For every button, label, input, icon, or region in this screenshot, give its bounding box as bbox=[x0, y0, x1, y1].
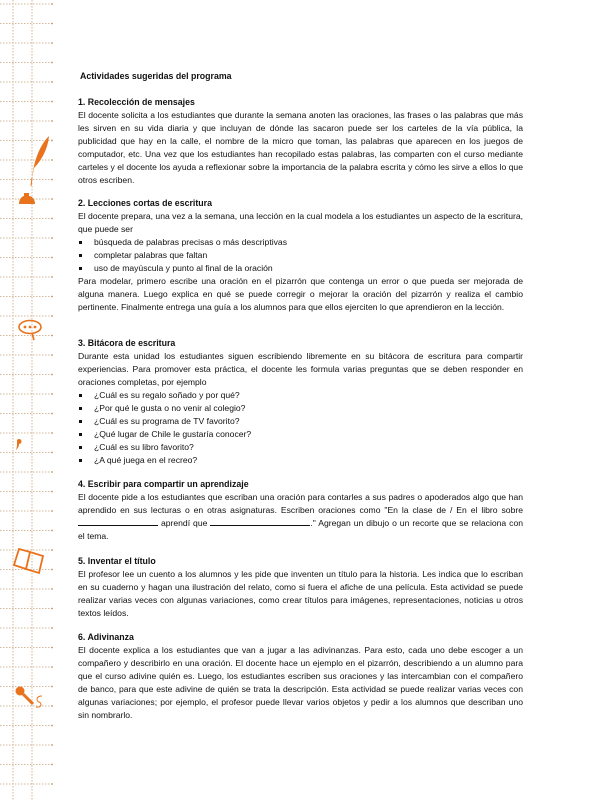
grid-dot bbox=[51, 276, 53, 278]
fill-in-blank bbox=[78, 517, 158, 526]
section-heading: 3. Bitácora de escritura bbox=[78, 338, 176, 348]
section-adivinanza bbox=[78, 631, 523, 722]
notebook-grid-margin bbox=[0, 0, 60, 800]
grid-dot bbox=[51, 198, 53, 200]
grid-dot bbox=[51, 452, 53, 454]
list-item: ¿Cuál es su libro favorito? bbox=[78, 441, 523, 454]
fill-in-blank bbox=[210, 517, 310, 526]
grid-dot bbox=[51, 237, 53, 239]
grid-dot bbox=[51, 569, 53, 571]
section-escribir-para-compartir bbox=[78, 478, 523, 543]
grid-dot bbox=[51, 744, 53, 746]
grid-dot bbox=[51, 530, 53, 532]
section-intro: Durante esta unidad los estudiantes siguen escribiendo libremente en su bitácora de escritura para compartir experiencias. Para promover esta práctica, el docente les formula varias preguntas que se deben responder en oraciones completas, por ejemplo bbox=[78, 351, 523, 387]
list-item: ¿A qué juega en el recreo? bbox=[78, 454, 523, 467]
comma-icon bbox=[16, 439, 21, 450]
section-body: El profesor lee un cuento a los alumnos y les pide que inventen un título para la historia. Les indica que lo escriban en su cuaderno y hagan una ilustración del relato, como si fuera el afiche de una película. Esta actividad se puede realizar varias veces con algunas variaciones, como crear títulos para imágenes, representaciones, noticias u otros textos leídos. bbox=[78, 569, 523, 618]
section-inventar-el-titulo bbox=[78, 555, 523, 620]
list-item: completar palabras que faltan bbox=[78, 249, 523, 262]
page-title: Actividades sugeridas del programa bbox=[80, 71, 232, 81]
grid-dot bbox=[51, 764, 53, 766]
section-heading: 2. Lecciones cortas de escritura bbox=[78, 198, 212, 208]
grid-dot bbox=[51, 549, 53, 551]
section-heading: 1. Recolección de mensajes bbox=[78, 97, 195, 107]
grid-dot bbox=[51, 81, 53, 83]
grid-dot bbox=[51, 140, 53, 142]
grid-dot bbox=[51, 62, 53, 64]
list-item: ¿Cuál es su regalo soñado y por qué? bbox=[78, 389, 523, 402]
bullet-list bbox=[78, 389, 523, 467]
grid-dot bbox=[51, 432, 53, 434]
grid-dot bbox=[51, 705, 53, 707]
grid-dot bbox=[51, 23, 53, 25]
grid-dot bbox=[51, 588, 53, 590]
grid-dot bbox=[51, 335, 53, 337]
grid-dot bbox=[51, 783, 53, 785]
grid-dot bbox=[51, 120, 53, 122]
grid-dot bbox=[51, 3, 53, 5]
grid-dot bbox=[51, 257, 53, 259]
grid-dot bbox=[51, 393, 53, 395]
grid-dot bbox=[51, 608, 53, 610]
feather-icon bbox=[31, 136, 49, 186]
grid-dot bbox=[51, 101, 53, 103]
grid-dot bbox=[51, 627, 53, 629]
grid-dot bbox=[51, 510, 53, 512]
section-body: Para modelar, primero escribe una oración en el pizarrón que contenga un error o que pueda ser mejorada de alguna manera. Luego explica en qué se puede corregir o mejorar la oración del pizarrón y realiza el cambio pertinente. Finalmente entrega una guía a los alumnos para que ellos ejerciten lo que aprendieron en la lección. bbox=[78, 276, 523, 312]
section-intro: El docente prepara, una vez a la semana, una lección en la cual modela a los estudiantes un aspecto de la escritura, que puede ser bbox=[78, 211, 523, 234]
grid-dot bbox=[51, 686, 53, 688]
microphone-icon bbox=[16, 687, 43, 708]
grid-dot bbox=[51, 647, 53, 649]
grid-dot bbox=[51, 296, 53, 298]
body-part: aprendí que bbox=[160, 518, 208, 528]
section-body: El docente explica a los estudiantes que van a jugar a las adivinanzas. Para esto, cada uno debe escoger a un compañero y describirlo en una oración. El docente hace un ejemplo en el pizarrón, describiendo a un alumno para que el curso adivine quién es. Luego, los estudiantes escriben sus oraciones y las intercambian con el compañero de banco, para que este adivine de quién se trata la descripción. Esta actividad se puede realizar varias veces con algunas variaciones; por ejemplo, el profesor puede llevar varios objetos y pedir a los alumnos que describan uno sin nombrarlo. bbox=[78, 645, 523, 720]
section-bitacora-de-escritura bbox=[78, 337, 523, 467]
speech-bubble-icon bbox=[19, 321, 41, 341]
grid-dot bbox=[51, 666, 53, 668]
bullet-list bbox=[78, 236, 523, 275]
grid-dot bbox=[51, 725, 53, 727]
grid-dot bbox=[51, 413, 53, 415]
section-heading: 4. Escribir para compartir un aprendizaje bbox=[78, 479, 249, 489]
section-body: El docente solicita a los estudiantes que durante la semana anoten las oraciones, las frases o las palabras que más les sirven en su vida diaria y que incluyan de dónde las sacaron puede ser los carteles de la vía pública, la publicidad que hay en la calle, el nombre de la micro que toman, las palabras que aparecen en los juegos de computador, etc. Una vez que los estudiantes han recopilado estas palabras, las comparten con el curso mediante carteles y el docente los ayuda a reflexionar sobre la importancia de la palabra escrita y cómo les sirve a ellos lo que otros escriben. bbox=[78, 110, 523, 185]
list-item: búsqueda de palabras precisas o más descriptivas bbox=[78, 236, 523, 249]
body-part: ." Agregan un dibujo o un recorte que se relaciona con el tema. bbox=[78, 518, 524, 541]
grid-dot bbox=[51, 354, 53, 356]
grid-dot bbox=[51, 179, 53, 181]
inkwell-icon bbox=[19, 193, 35, 204]
section-heading: 6. Adivinanza bbox=[78, 632, 134, 642]
grid-dot bbox=[51, 42, 53, 44]
section-heading: 5. Inventar el título bbox=[78, 556, 156, 566]
list-item: ¿Por qué le gusta o no venir al colegio? bbox=[78, 402, 523, 415]
list-item: ¿Cuál es su programa de TV favorito? bbox=[78, 415, 523, 428]
grid-dot bbox=[51, 471, 53, 473]
section-lecciones-cortas bbox=[78, 197, 523, 314]
list-item: ¿Qué lugar de Chile le gustaría conocer? bbox=[78, 428, 523, 441]
section-recoleccion-de-mensajes bbox=[78, 96, 523, 187]
section-body bbox=[78, 491, 523, 543]
grid-dot bbox=[51, 491, 53, 493]
body-part: El docente pide a los estudiantes que escriban una oración para contarles a sus padres o apoderados algo que han aprendido en sus lecturas o en otras asignaturas. Escriben oraciones como "En la clase de / En el libro sobre bbox=[78, 492, 523, 515]
grid-dot bbox=[51, 218, 53, 220]
grid-dot bbox=[51, 159, 53, 161]
grid-dot bbox=[51, 374, 53, 376]
grid-dot bbox=[51, 315, 53, 317]
list-item: uso de mayúscula y punto al final de la oración bbox=[78, 262, 523, 275]
